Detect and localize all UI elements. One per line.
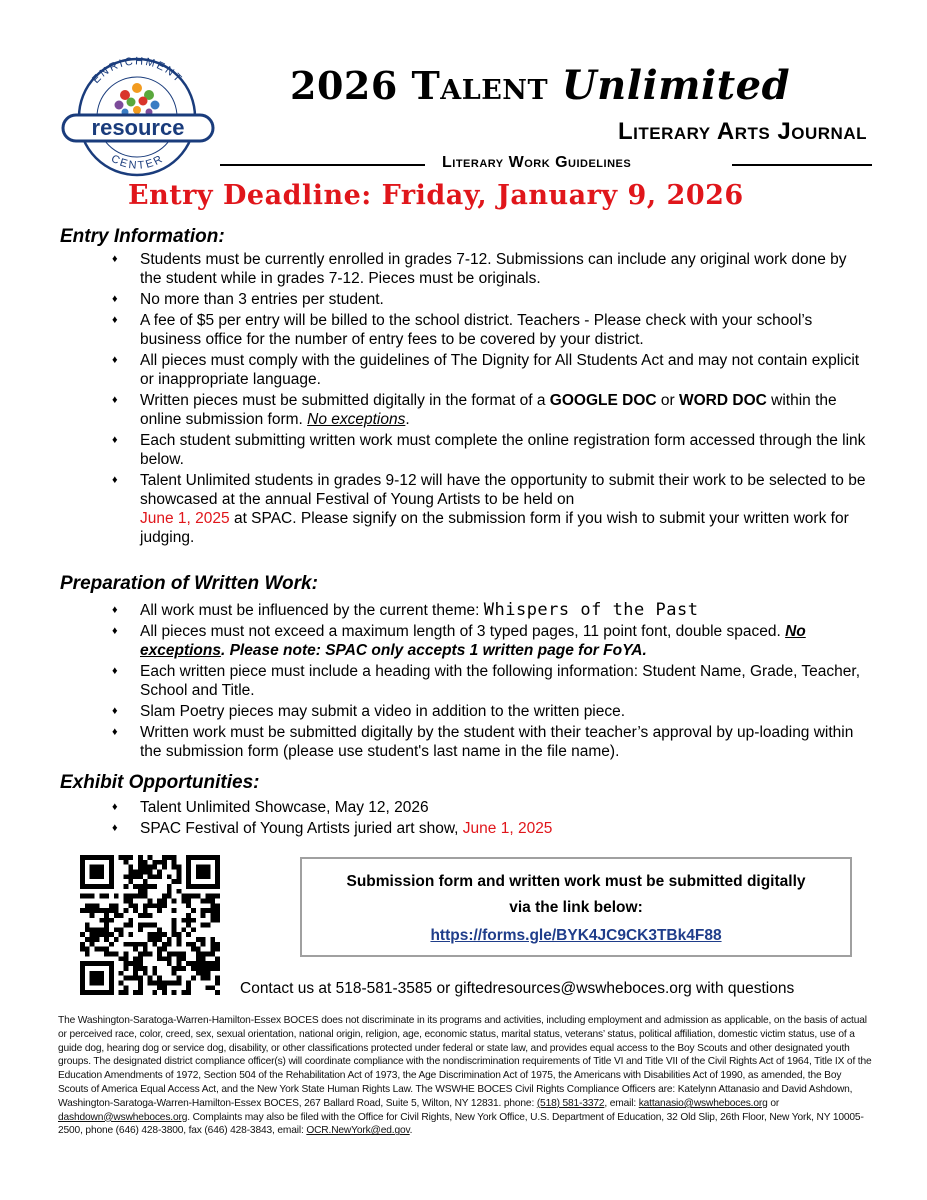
list-item: ♦ All pieces must comply with the guidelines of The Dignity for All Students Act and may not contain explicit or inappropriate language. xyxy=(112,351,872,389)
title-year: 2026 xyxy=(290,63,398,108)
submission-box xyxy=(300,857,852,957)
spac-date: June 1, 2025 xyxy=(462,820,553,837)
title-talent: Talent xyxy=(411,63,549,108)
submission-link[interactable]: https://forms.gle/BYK4JC9CK3TBk4F88 xyxy=(430,927,722,944)
logo-center-text: resource xyxy=(91,115,185,140)
list-item: ♦ Each written piece must include a heading with the following information: Student Name, Grade, Teacher, School and Title. xyxy=(112,662,872,700)
email-link-kattanasio[interactable]: kattanasio@wswheboces.org xyxy=(638,1097,768,1109)
submission-text: Submission form and written work must be submitted digitally via the link below: xyxy=(346,873,806,916)
qr-code[interactable] xyxy=(80,855,220,995)
logo-top-text: ENRICHMENT xyxy=(90,55,185,86)
email-link-ocr[interactable]: OCR.NewYork@ed.gov xyxy=(306,1125,410,1137)
list-item: ♦ Written pieces must be submitted digitally in the format of a GOOGLE DOC or WORD DOC within the online submission form. No exceptions. xyxy=(112,391,872,429)
list-item: ♦ Written work must be submitted digitally by the student with their teacher’s approval by up-loading within the submission form (please use student's last name in the file name). xyxy=(112,723,872,761)
entry-information-list xyxy=(112,250,872,549)
title-unlimited: Unlimited xyxy=(561,62,791,109)
enrichment-resource-center-logo xyxy=(55,55,220,180)
list-item: ♦ SPAC Festival of Young Artists juried art show, June 1, 2025 xyxy=(112,819,872,838)
theme: Whispers of the Past xyxy=(483,600,699,620)
guidelines-label: Literary Work Guidelines xyxy=(442,154,632,171)
logo-bottom-text: CENTER xyxy=(108,152,167,172)
list-item: ♦ A fee of $5 per entry will be billed to the school district. Teachers - Please check with your school’s business office for the number of entry fees to be covered by your district. xyxy=(112,311,872,349)
page-title xyxy=(290,62,790,109)
divider-left xyxy=(220,164,425,166)
exhibit-heading: Exhibit Opportunities: xyxy=(60,772,260,793)
list-item: ♦ Talent Unlimited students in grades 9-12 will have the opportunity to submit their work to be selected to be showcased at the annual Festival of Young Artists to be held on June 1, 2025 at SPAC. Please signify on the submission form if you wish to submit your written work for judging. xyxy=(112,471,872,547)
divider-right xyxy=(732,164,872,166)
page-subtitle: Literary Arts Journal xyxy=(618,118,867,145)
list-item: ♦ All pieces must not exceed a maximum length of 3 typed pages, 11 point font, double spaced. No exceptions. Please note: SPAC only accepts 1 written page for FoYA. xyxy=(112,622,872,660)
preparation-list xyxy=(112,601,872,763)
entry-information-heading: Entry Information: xyxy=(60,226,225,247)
list-item: ♦ All work must be influenced by the current theme: Whispers of the Past xyxy=(112,601,872,620)
list-item: ♦ Slam Poetry pieces may submit a video in addition to the written piece. xyxy=(112,702,872,721)
exhibit-list xyxy=(112,798,872,840)
nondiscrimination-notice: The Washington-Saratoga-Warren-Hamilton-Essex BOCES does not discriminate in its programs and activities, including employment and admission as applicable, on the basis of actual or perceived race, color, creed, sex, sexual orientation, national origin, religion, age, economic status, marital status, veterans’ status, political affiliation, domestic victim status, use of a guide dog, hearing dog or service dog, disability, or other classifications protected under federal or state law, and provides equal access to the Boy Scouts and other designated youth groups. The designated district compliance officer(s) will coordinate compliance with the nondiscrimination requirements of Title VI and Title VII of the Civil Rights Act of 1964, Title IX of the Education Amendments of 1972, Section 504 of the Rehabilitation Act of 1973, the Age Discrimination Act of 1975, the Americans with Disabilities Act of 1990, as amended, the Boy Scouts of America Equal Access Act, and the New York State Human Rights Law. The WSWHE BOCES Civil Rights Compliance Officers are: Katelynn Attanasio and David Ashdown, Washington-Saratoga-Warren-Hamilton-Essex BOCES, 267 Ballard Road, Suite 5, Wilton, NY 12831. phone: (518) 581-3372, email: kattanasio@wswheboces.org or dashdown@wswheboces.org. Complaints may also be filed with the Office for Civil Rights, New York Office, U.S. Department of Education, 32 Old Slip, 26th Floor, New York, NY 10005- 2500, phone (646) 428-3800, fax (646) 428-3843, email: OCR.NewYork@ed.gov. xyxy=(58,1015,872,1137)
email-link-dashdown[interactable]: dashdown@wswheboces.org xyxy=(58,1111,188,1123)
guidelines-banner xyxy=(220,154,872,176)
phone-link[interactable]: (518) 581-3372 xyxy=(536,1097,605,1109)
entry-deadline: Entry Deadline: Friday, January 9, 2026 xyxy=(128,180,744,211)
list-item: ♦ No more than 3 entries per student. xyxy=(112,290,872,309)
list-item: ♦ Students must be currently enrolled in grades 7-12. Submissions can include any original work done by the student while in grades 7-12. Pieces must be originals. xyxy=(112,250,872,288)
list-item: ♦ Each student submitting written work must complete the online registration form accessed through the link below. xyxy=(112,431,872,469)
festival-date: June 1, 2025 xyxy=(140,510,230,527)
preparation-heading: Preparation of Written Work: xyxy=(60,573,318,594)
contact-line: Contact us at 518-581-3585 or giftedresources@wswheboces.org with questions xyxy=(240,980,795,997)
list-item: ♦ Talent Unlimited Showcase, May 12, 2026 xyxy=(112,798,872,817)
